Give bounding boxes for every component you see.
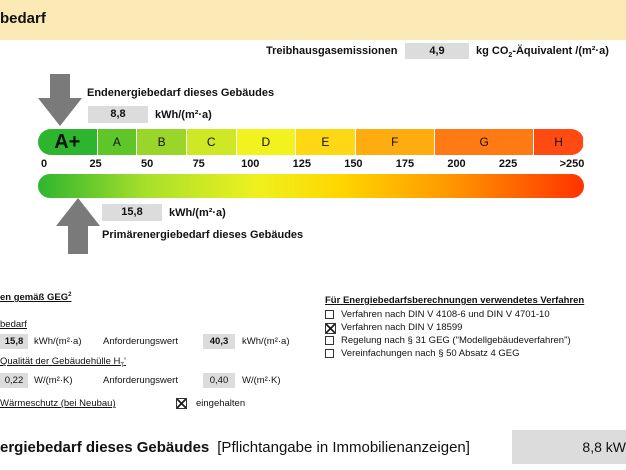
primaerenergie-unit: kWh/(m²·a) [169, 207, 226, 219]
scale-tick-label: 175 [395, 158, 415, 170]
huelle-req-label: Anforderungswert [103, 375, 178, 386]
energy-class-scale [38, 129, 584, 155]
scale-tick-label: >250 [559, 158, 585, 170]
scale-tick-label: 225 [498, 158, 518, 170]
endenergie-value: 8,8 [88, 106, 148, 123]
emissions-label: Treibhausgasemissionen [266, 45, 398, 57]
huelle-req-unit: W/(m²·K) [242, 375, 281, 386]
footer-note: [Pflichtangabe in Immobilienanzeigen] [217, 438, 470, 456]
primaerenergie-arrow-icon [56, 198, 100, 254]
footer-label [0, 430, 510, 464]
scale-tick-label: 200 [447, 158, 466, 170]
huelle-actual-unit: W/(m²·K) [34, 375, 73, 386]
primaerenergie-value: 15,8 [102, 204, 162, 221]
huelle-subtitle: Qualität der Gebäudehülle $H_T'$ [0, 356, 126, 369]
geg-section-title: en gemäß GEG$^2$ [0, 292, 72, 304]
primaer-actual-value: 15,8 [0, 334, 28, 349]
verfahren-option-label: Regelung nach § 31 GEG ("Modellgebäudeverfahren") [341, 335, 571, 346]
verfahren-checkbox[interactable] [325, 336, 334, 345]
scale-tick-label: 125 [292, 158, 311, 170]
verfahren-option-label: Vereinfachungen nach § 50 Absatz 4 GEG [341, 348, 520, 359]
primaer-req-unit: kWh/(m²·a) [242, 336, 290, 347]
page-title: bedarf [0, 10, 46, 27]
footer-title: ergiebedarf dieses Gebäudes [0, 438, 210, 456]
bedarf-subtitle: bedarf [0, 319, 27, 330]
energy-class-d: D [237, 129, 297, 155]
energy-class-a: A [98, 129, 138, 155]
primaerenergie-label: Primärenergiebedarf dieses Gebäudes [102, 229, 304, 241]
primaer-actual-unit: kWh/(m²·a) [34, 336, 82, 347]
footer-value: 8,8 kW [582, 439, 626, 455]
energy-class-e: E [296, 129, 356, 155]
scale-tick-label: 150 [344, 158, 363, 170]
verfahren-checkbox[interactable] [325, 310, 334, 319]
energy-class-f: F [356, 129, 435, 155]
scale-tick-label: 75 [192, 158, 205, 170]
scale-tick-label: 50 [141, 158, 154, 170]
huelle-actual-value: 0,22 [0, 373, 28, 388]
energy-gradient-bar [38, 174, 584, 198]
eingehalten-checkbox[interactable] [176, 398, 187, 409]
verfahren-checkbox[interactable] [325, 323, 336, 334]
endenergie-label: Endenergiebedarf dieses Gebäudes [87, 87, 275, 99]
huelle-req-value: 0,40 [203, 373, 235, 388]
eingehalten-label: eingehalten [196, 398, 246, 409]
scale-tick-label: 0 [40, 158, 48, 170]
header-band [0, 0, 626, 40]
energy-class-h: H [534, 129, 584, 155]
verfahren-option-label: Verfahren nach DIN V 4108-6 und DIN V 4701-10 [341, 309, 550, 320]
primaer-req-value: 40,3 [203, 334, 235, 349]
energy-class-c: C [187, 129, 237, 155]
endenergie-arrow-icon [38, 74, 82, 126]
scale-tick-label: 100 [241, 158, 260, 170]
energy-class-a-plus: A+ [38, 129, 98, 155]
waermeschutz-subtitle: Wärmeschutz (bei Neubau) [0, 398, 116, 409]
verfahren-option-label: Verfahren nach DIN V 18599 [341, 322, 463, 333]
energy-class-b: B [137, 129, 187, 155]
endenergie-unit: kWh/(m²·a) [155, 109, 212, 121]
energy-class-g: G [435, 129, 534, 155]
primaer-req-label: Anforderungswert [103, 336, 178, 347]
verfahren-section-title: Für Energiebedarfsberechnungen verwendetes Verfahren [325, 295, 585, 306]
footer-value-box [512, 430, 626, 464]
scale-tick-label: 25 [89, 158, 102, 170]
emissions-value: 4,9 [405, 43, 469, 59]
emissions-unit: kg $CO_2$-Äquivalent /(m²·a) [476, 45, 609, 60]
verfahren-checkbox[interactable] [325, 349, 334, 358]
